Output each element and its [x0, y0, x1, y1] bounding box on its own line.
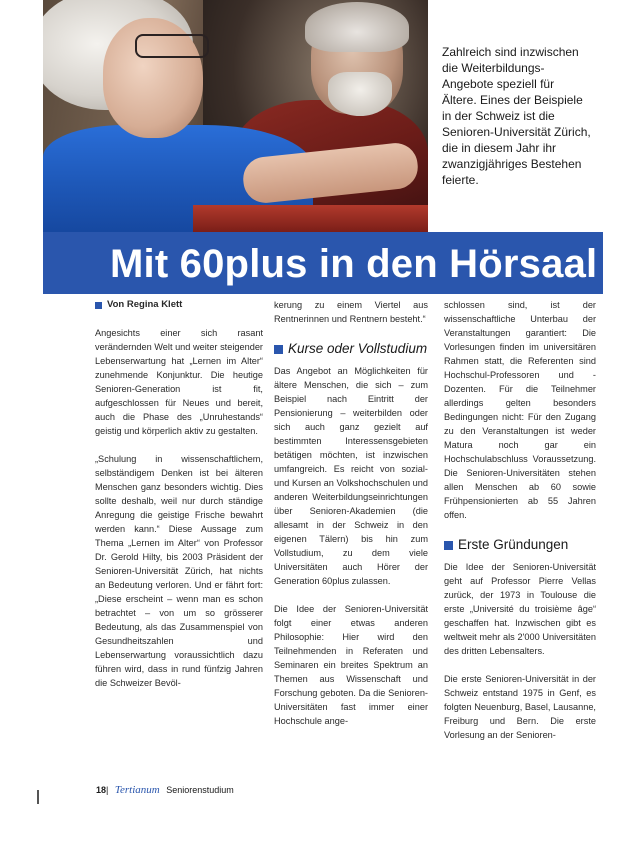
page-number: 18	[96, 785, 107, 795]
article-title: Mit 60plus in den Hörsaal	[110, 242, 598, 286]
brand-logo: Tertianum	[114, 784, 160, 796]
section-heading-erste	[444, 536, 596, 554]
paragraph: Die erste Senioren-Universität in der Schweiz entstand 1975 in Genf, es folgten Neuenburg, Basel, Lausanne, Freiburg und Bern. Die erste Vorlesung an der Senioren-	[444, 674, 596, 740]
section-heading-text: Kurse oder Vollstudium	[288, 341, 428, 356]
column-1	[95, 298, 263, 690]
paragraph: kerung zu einem Viertel aus Rentnerinnen und Rentnern besteht.“	[274, 300, 428, 324]
paragraph: Die Idee der Senioren-Universität folgt einer etwas anderen Philosophie: Hier wird den Teilnehmenden in Referaten und Seminaren ein breites Spektrum an Themen aus Wissenschaft und Forschung geboten. Da die Senioren-Universitäten fast immer einer Hochschule ange-	[274, 604, 428, 726]
hero-photo	[43, 0, 428, 232]
photo-man-beard	[328, 72, 392, 116]
paragraph: Die Idee der Senioren-Universität geht auf Professor Pierre Vellas zurück, der 1973 in Toulouse die erste „Université du troisième âge“ geschaffen hat. Inzwischen gibt es weltweit mehr als 2'000 Universitäten des dritten Lebensalters.	[444, 562, 596, 656]
section-heading-text: Erste Gründungen	[458, 537, 569, 552]
caption-text: Zahlreich sind inzwischen die Weiterbildungs-Angebote speziell für Ältere. Eines der Beispiele in der Schweiz ist die Senioren-Universität Zürich, die in diesem Jahr ihr zwanzigjähriges Bestehen feierte.	[442, 45, 591, 187]
byline-text: Von Regina Klett	[107, 299, 183, 310]
bullet-square-icon	[444, 541, 453, 550]
photo-man-hair	[305, 2, 409, 52]
section-heading-kurse	[274, 340, 428, 358]
column-3	[444, 298, 596, 742]
column-2	[274, 298, 428, 728]
photo-glasses	[135, 34, 209, 58]
photo-desk	[193, 205, 428, 232]
margin-mark	[37, 790, 39, 804]
page-footer: 18| Tertianum Seniorenstudium	[96, 784, 234, 796]
footer-label: Seniorenstudium	[166, 785, 234, 795]
bullet-square-icon	[274, 345, 283, 354]
byline	[95, 298, 263, 312]
photo-caption	[442, 44, 592, 188]
paragraph: „Schulung in wissenschaftlichem, selbständigem Denken ist bei älteren Menschen ganz besonders wichtig. Dies sollte deshalb, weil nur durch ständige Anregung die geistige Frische bewahrt werden kann.“ Diese Aussage zum Thema „Lernen im Alter“ von Professor Dr. Gerold Hilty, bis 2003 Präsident der Senioren-Universität Zürich, hat nichts an Bedeutung verloren. Und er fährt fort: „Diese erscheint – wenn man es schon betrachtet – von um so grösserer Bedeutung, als das Zusammenspiel von Gesundheitszahlen und Lebenserwartung voraussichtlich dazu führen wird, dass in rund fünfzig Jahren die Schweizer Bevöl-	[95, 454, 263, 688]
paragraph: schlossen sind, ist der wissenschaftliche Unterbau der Veranstaltungen garantiert: Die Vorlesungen finden im universitären Rahmen statt, die Referenten sind Hochschul-Professoren und -Dozenten. Für die Teilnehmer allerdings gelten besonders Bedingungen nicht: Für den Zugang zu den Veranstaltungen ist weder Matura noch gar ein Hochschulabschluss Voraussetzung. Die Senioren-Universitäten stehen allen Menschen ab 60 sowie Frühpensionierten ab 55 Jahren offen.	[444, 300, 596, 520]
bullet-square-icon	[95, 302, 102, 309]
paragraph: Das Angebot an Möglichkeiten für ältere Menschen, die sich – zum Beispiel nach Eintritt der Pensionierung – weiterbilden oder sich auch ganz gezielt auf bestimmten Interessensgebieten betätigen möchten, ist inzwischen umfangreich. Es reicht von sozial- und Kursen an Volkshochschulen und anderen Weiterbildungseinrichtungen über Senioren-Akademien (die allesamt in der Schweiz in den eigenen Tälern) bis hin zum Vollstudium, zu dem viele Universitäten auch Hörer der Generation 60plus zulassen.	[274, 366, 428, 586]
paragraph: Angesichts einer sich rasant verändernden Welt und weiter steigender Lebenserwartung hat „Lernen im Alter“ zunehmende Konjunktur. Die heutige Senioren-Generation ist fit, aufgeschlossen für Neues und bereit, auch die Phase des „Unruhestands“ geistig und körperlich aktiv zu gestalten.	[95, 328, 263, 436]
